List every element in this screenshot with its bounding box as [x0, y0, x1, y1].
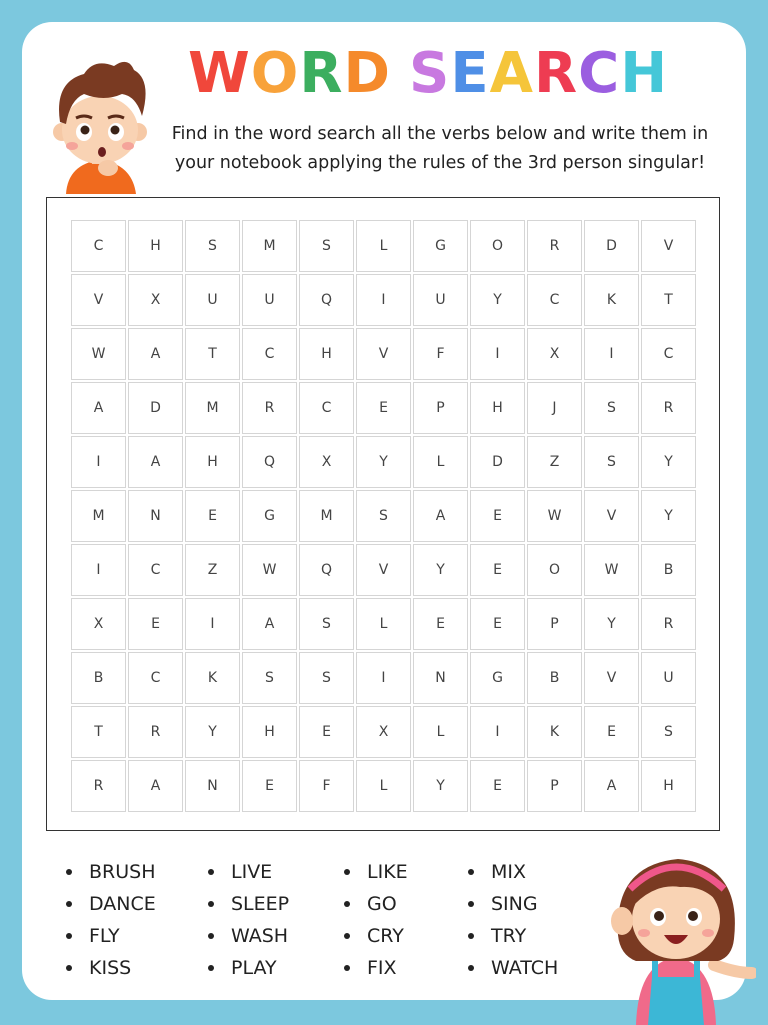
- grid-cell[interactable]: M: [71, 490, 126, 542]
- word-list-item: [468, 856, 608, 888]
- word-label: SING: [491, 893, 538, 915]
- grid-cell[interactable]: E: [413, 598, 468, 650]
- word-label: FLY: [89, 925, 120, 947]
- grid-cell[interactable]: W: [71, 328, 126, 380]
- grid-cell[interactable]: L: [356, 760, 411, 812]
- grid-cell[interactable]: R: [242, 382, 297, 434]
- grid-cell[interactable]: O: [527, 544, 582, 596]
- word-label: DANCE: [89, 893, 156, 915]
- grid-cell[interactable]: F: [299, 760, 354, 812]
- grid-cell[interactable]: R: [641, 382, 696, 434]
- word-column: [344, 856, 468, 984]
- grid-cell[interactable]: S: [641, 706, 696, 758]
- word-label: SLEEP: [231, 893, 290, 915]
- word-label: PLAY: [231, 957, 277, 979]
- grid-cell[interactable]: Y: [470, 274, 525, 326]
- title-letter: E: [450, 41, 490, 106]
- grid-cell[interactable]: E: [584, 706, 639, 758]
- grid-cell[interactable]: W: [527, 490, 582, 542]
- word-column: [208, 856, 344, 984]
- grid-cell[interactable]: E: [242, 760, 297, 812]
- grid-cell[interactable]: P: [527, 598, 582, 650]
- grid-cell[interactable]: R: [71, 760, 126, 812]
- grid-cell[interactable]: I: [470, 706, 525, 758]
- grid-cell[interactable]: I: [356, 274, 411, 326]
- grid-cell[interactable]: S: [356, 490, 411, 542]
- grid-cell[interactable]: R: [527, 220, 582, 272]
- grid-cell[interactable]: U: [641, 652, 696, 704]
- grid-cell[interactable]: S: [185, 220, 240, 272]
- grid-cell[interactable]: A: [71, 382, 126, 434]
- word-label: WASH: [231, 925, 289, 947]
- grid-cell[interactable]: T: [185, 328, 240, 380]
- grid-cell[interactable]: A: [128, 436, 183, 488]
- grid-cell[interactable]: Y: [356, 436, 411, 488]
- word-list-item: [66, 856, 208, 888]
- grid-cell[interactable]: I: [185, 598, 240, 650]
- title-letter: H: [620, 41, 669, 106]
- word-list-item: [208, 888, 344, 920]
- word-list-item: [468, 888, 608, 920]
- grid-cell[interactable]: Z: [527, 436, 582, 488]
- grid-cell[interactable]: Q: [299, 274, 354, 326]
- word-label: LIVE: [231, 861, 273, 883]
- grid-cell[interactable]: E: [356, 382, 411, 434]
- grid-cell[interactable]: S: [299, 598, 354, 650]
- grid-cell[interactable]: P: [413, 382, 468, 434]
- grid-cell[interactable]: X: [128, 274, 183, 326]
- bullet-icon: [66, 901, 72, 907]
- title-letter: W: [188, 41, 251, 106]
- grid-cell[interactable]: D: [128, 382, 183, 434]
- grid-cell[interactable]: G: [242, 490, 297, 542]
- word-list-item: [208, 952, 344, 984]
- bullet-icon: [344, 933, 350, 939]
- grid-cell[interactable]: Y: [641, 490, 696, 542]
- grid-cell[interactable]: M: [299, 490, 354, 542]
- grid-cell[interactable]: D: [584, 220, 639, 272]
- word-list-item: [344, 856, 468, 888]
- grid-cell[interactable]: X: [299, 436, 354, 488]
- bullet-icon: [66, 965, 72, 971]
- grid-cell[interactable]: L: [413, 436, 468, 488]
- bullet-icon: [208, 933, 214, 939]
- title-letter: A: [489, 41, 534, 106]
- word-list-item: [66, 952, 208, 984]
- grid-cell[interactable]: I: [71, 544, 126, 596]
- word-label: TRY: [491, 925, 527, 947]
- word-label: WATCH: [491, 957, 559, 979]
- grid-cell[interactable]: B: [641, 544, 696, 596]
- grid-cell[interactable]: C: [641, 328, 696, 380]
- bullet-icon: [208, 901, 214, 907]
- word-label: FIX: [367, 957, 397, 979]
- grid-cell[interactable]: Z: [185, 544, 240, 596]
- grid-cell[interactable]: D: [470, 436, 525, 488]
- bullet-icon: [208, 965, 214, 971]
- grid-cell[interactable]: F: [413, 328, 468, 380]
- grid-cell[interactable]: A: [128, 328, 183, 380]
- bullet-icon: [344, 965, 350, 971]
- grid-cell[interactable]: H: [299, 328, 354, 380]
- bullet-icon: [66, 869, 72, 875]
- bullet-icon: [66, 933, 72, 939]
- grid-cell[interactable]: I: [470, 328, 525, 380]
- word-list-item: [66, 888, 208, 920]
- title-letter: R: [533, 41, 579, 106]
- grid-cell[interactable]: S: [584, 436, 639, 488]
- grid-cell[interactable]: B: [527, 652, 582, 704]
- grid-cell[interactable]: K: [185, 652, 240, 704]
- word-column: [66, 856, 208, 984]
- grid-cell[interactable]: Q: [299, 544, 354, 596]
- grid-cell[interactable]: E: [299, 706, 354, 758]
- grid-cell[interactable]: K: [584, 274, 639, 326]
- grid-cell[interactable]: S: [242, 652, 297, 704]
- grid-cell[interactable]: K: [527, 706, 582, 758]
- thinking-boy-illustration: [44, 52, 156, 194]
- grid-cell[interactable]: C: [128, 544, 183, 596]
- page-title: [188, 42, 668, 106]
- grid-cell[interactable]: L: [356, 220, 411, 272]
- grid-cell[interactable]: M: [185, 382, 240, 434]
- grid-cell[interactable]: U: [242, 274, 297, 326]
- grid-cell[interactable]: C: [527, 274, 582, 326]
- grid-cell[interactable]: X: [527, 328, 582, 380]
- grid-cell[interactable]: C: [128, 652, 183, 704]
- bullet-icon: [468, 901, 474, 907]
- grid-cell[interactable]: W: [242, 544, 297, 596]
- grid-cell[interactable]: V: [356, 544, 411, 596]
- grid-cell[interactable]: U: [413, 274, 468, 326]
- grid-cell[interactable]: I: [71, 436, 126, 488]
- grid-cell[interactable]: H: [242, 706, 297, 758]
- grid-cell[interactable]: A: [413, 490, 468, 542]
- grid-cell[interactable]: Y: [641, 436, 696, 488]
- grid-cell[interactable]: Y: [584, 598, 639, 650]
- bullet-icon: [468, 933, 474, 939]
- grid-cell[interactable]: V: [71, 274, 126, 326]
- grid-cell[interactable]: H: [185, 436, 240, 488]
- bullet-icon: [208, 869, 214, 875]
- grid-cell[interactable]: E: [470, 544, 525, 596]
- grid-cell[interactable]: O: [470, 220, 525, 272]
- grid-cell[interactable]: S: [299, 652, 354, 704]
- title-letter: R: [299, 41, 344, 106]
- grid-cell[interactable]: N: [128, 490, 183, 542]
- grid-cell[interactable]: N: [413, 652, 468, 704]
- grid-cell[interactable]: E: [470, 490, 525, 542]
- grid-cell[interactable]: A: [128, 760, 183, 812]
- word-list-item: [468, 920, 608, 952]
- bullet-icon: [344, 869, 350, 875]
- word-list-item: [344, 888, 468, 920]
- grid-cell[interactable]: C: [242, 328, 297, 380]
- grid-cell[interactable]: E: [470, 598, 525, 650]
- grid-cell[interactable]: N: [185, 760, 240, 812]
- grid-cell[interactable]: H: [128, 220, 183, 272]
- grid-cell[interactable]: C: [71, 220, 126, 272]
- grid-cell[interactable]: H: [470, 382, 525, 434]
- grid-cell[interactable]: Y: [413, 760, 468, 812]
- word-list-item: [344, 920, 468, 952]
- grid-cell[interactable]: E: [185, 490, 240, 542]
- grid-cell[interactable]: G: [413, 220, 468, 272]
- word-label: BRUSH: [89, 861, 156, 883]
- word-label: GO: [367, 893, 397, 915]
- grid-cell[interactable]: X: [356, 706, 411, 758]
- title-letter: S: [409, 41, 451, 106]
- grid-cell[interactable]: I: [356, 652, 411, 704]
- grid-cell[interactable]: H: [641, 760, 696, 812]
- instructions-text: Find in the word search all the verbs below and write them in your notebook applying the rules of the 3rd person singular!: [171, 124, 709, 173]
- word-label: CRY: [367, 925, 404, 947]
- word-label: MIX: [491, 861, 527, 883]
- grid-cell[interactable]: M: [242, 220, 297, 272]
- grid-cell[interactable]: S: [584, 382, 639, 434]
- word-list-item: [208, 856, 344, 888]
- word-list-item: [66, 920, 208, 952]
- grid-cell[interactable]: Y: [413, 544, 468, 596]
- grid-cell[interactable]: E: [470, 760, 525, 812]
- grid-cell[interactable]: T: [71, 706, 126, 758]
- title-letter: O: [250, 41, 300, 106]
- word-list-item: [468, 952, 608, 984]
- word-label: LIKE: [367, 861, 408, 883]
- grid-cell[interactable]: G: [470, 652, 525, 704]
- word-list-item: [208, 920, 344, 952]
- letter-grid: [71, 220, 696, 812]
- grid-cell[interactable]: T: [641, 274, 696, 326]
- bullet-icon: [344, 901, 350, 907]
- title-letter: C: [578, 41, 621, 106]
- grid-cell[interactable]: L: [413, 706, 468, 758]
- grid-cell[interactable]: P: [527, 760, 582, 812]
- grid-cell[interactable]: B: [71, 652, 126, 704]
- grid-cell[interactable]: J: [527, 382, 582, 434]
- grid-cell[interactable]: L: [356, 598, 411, 650]
- grid-cell[interactable]: V: [584, 490, 639, 542]
- grid-cell[interactable]: V: [641, 220, 696, 272]
- grid-cell[interactable]: R: [641, 598, 696, 650]
- title-letter: [391, 42, 409, 106]
- grid-cell[interactable]: W: [584, 544, 639, 596]
- bullet-icon: [468, 965, 474, 971]
- word-list: [66, 856, 608, 984]
- grid-cell[interactable]: V: [356, 328, 411, 380]
- word-column: [468, 856, 608, 984]
- bullet-icon: [468, 869, 474, 875]
- grid-cell[interactable]: C: [299, 382, 354, 434]
- title-letter: D: [343, 41, 391, 106]
- grid-cell[interactable]: A: [242, 598, 297, 650]
- word-label: KISS: [89, 957, 132, 979]
- grid-cell[interactable]: U: [185, 274, 240, 326]
- grid-cell[interactable]: E: [128, 598, 183, 650]
- grid-cell[interactable]: S: [299, 220, 354, 272]
- grid-cell[interactable]: Q: [242, 436, 297, 488]
- grid-cell[interactable]: R: [128, 706, 183, 758]
- grid-cell[interactable]: Y: [185, 706, 240, 758]
- listening-girl-illustration: [596, 845, 756, 1025]
- grid-cell[interactable]: I: [584, 328, 639, 380]
- grid-cell[interactable]: A: [584, 760, 639, 812]
- word-list-item: [344, 952, 468, 984]
- grid-cell[interactable]: X: [71, 598, 126, 650]
- grid-cell[interactable]: V: [584, 652, 639, 704]
